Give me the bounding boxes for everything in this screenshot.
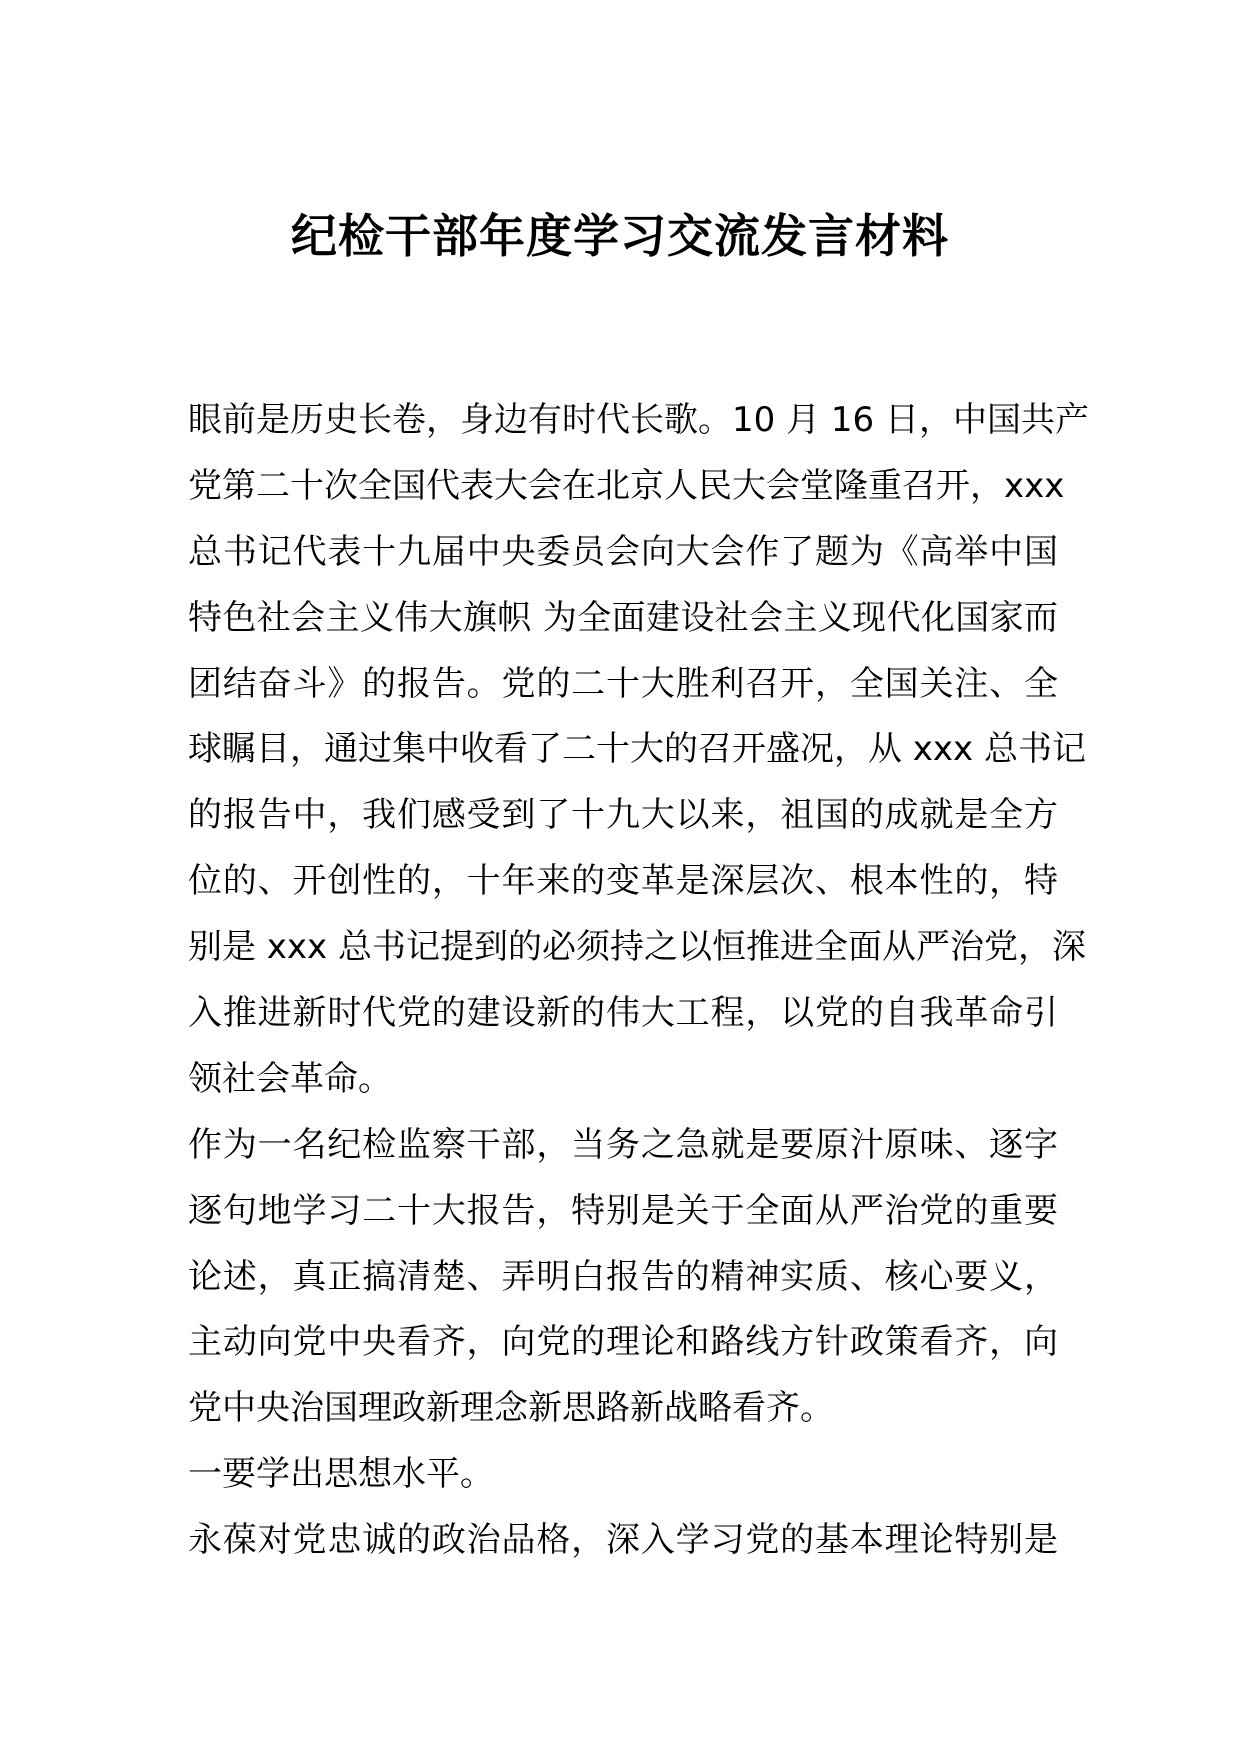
paragraph-line: 的报告中，我们感受到了十九大以来，祖国的成就是全方 <box>188 795 1058 836</box>
paragraph-line: 位的、开创性的，十年来的变革是深层次、根本性的，特 <box>188 861 1058 902</box>
paragraph-line: 领社会革命。 <box>188 1058 392 1099</box>
document-body <box>188 388 1089 1574</box>
paragraph-line: 球瞩目，通过集中收看了二十大的召开盛况，从 xxx 总书记 <box>188 729 1086 770</box>
paragraph <box>188 1113 1058 1442</box>
paragraph-line: 党中央治国理政新理念新思路新战略看齐。 <box>188 1388 834 1429</box>
paragraph-line: 别是 xxx 总书记提到的必须持之以恒推进全面从严治党，深 <box>188 927 1086 968</box>
paragraph <box>188 388 1089 1113</box>
paragraph <box>188 1508 1058 1574</box>
paragraph <box>188 1442 1058 1508</box>
paragraph-line: 总书记代表十九届中央委员会向大会作了题为《高举中国 <box>188 531 1058 572</box>
paragraph-line: 主动向党中央看齐，向党的理论和路线方针政策看齐，向 <box>188 1322 1058 1363</box>
paragraph-line: 论述，真正搞清楚、弄明白报告的精神实质、核心要义， <box>188 1256 1058 1297</box>
paragraph-line: 逐句地学习二十大报告，特别是关于全面从严治党的重要 <box>188 1190 1058 1231</box>
document-title: 纪检干部年度学习交流发言材料 <box>291 209 949 263</box>
paragraph-line: 入推进新时代党的建设新的伟大工程，以党的自我革命引 <box>188 993 1058 1034</box>
paragraph-line: 永葆对党忠诚的政治品格，深入学习党的基本理论特别是 <box>188 1520 1058 1561</box>
paragraph-line: 作为一名纪检监察干部，当务之急就是要原汁原味、逐字 <box>188 1124 1058 1165</box>
paragraph-line: 党第二十次全国代表大会在北京人民大会堂隆重召开，xxx <box>188 465 1065 506</box>
paragraph-line: 眼前是历史长卷，身边有时代长歌。10 月 16 日，中国共产 <box>188 400 1089 440</box>
paragraph-line: 一要学出思想水平。 <box>188 1454 494 1495</box>
paragraph-line: 团结奋斗》的报告。党的二十大胜利召开，全国关注、全 <box>188 663 1058 704</box>
paragraph-line: 特色社会主义伟大旗帜 为全面建设社会主义现代化国家而 <box>188 597 1058 638</box>
